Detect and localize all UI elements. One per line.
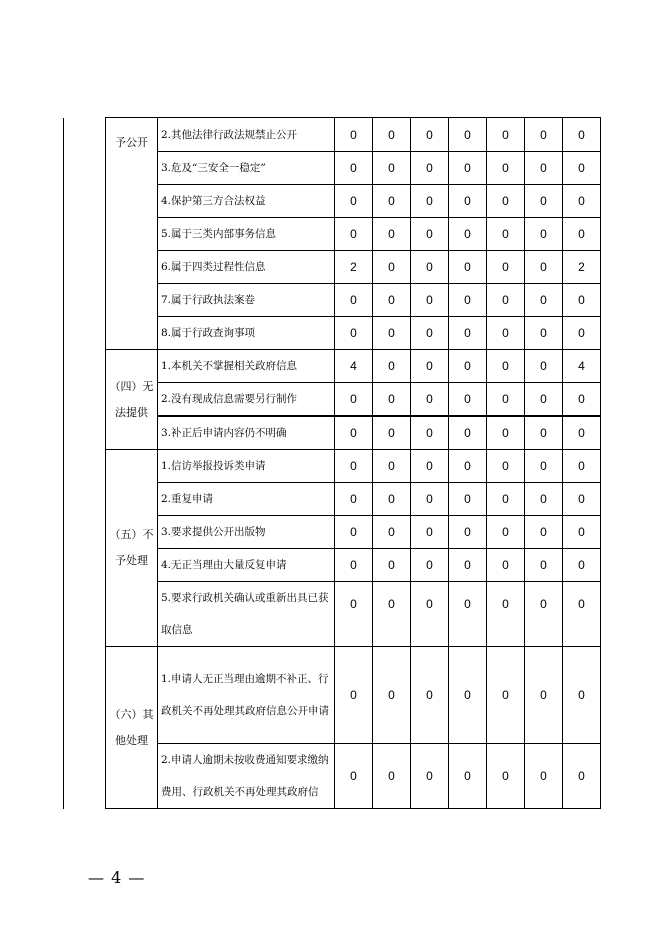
value-cell: 0 [449, 647, 487, 744]
value-cell: 0 [411, 185, 449, 218]
item-cell: 3.补正后申请内容仍不明确 [158, 416, 335, 450]
item-cell: 1.信访举报投诉类申请 [158, 450, 335, 483]
value-cell: 0 [487, 118, 525, 152]
value-cell: 0 [449, 350, 487, 383]
value-cell: 0 [487, 185, 525, 218]
item-cell: 1.本机关不掌握相关政府信息 [158, 350, 335, 383]
value-cell: 0 [449, 317, 487, 350]
value-cell: 0 [525, 744, 563, 809]
page-number: — 4 — [88, 868, 146, 887]
value-cell: 0 [563, 218, 601, 251]
value-cell: 0 [411, 350, 449, 383]
value-cell: 0 [563, 185, 601, 218]
value-cell: 0 [487, 549, 525, 582]
value-cell: 0 [411, 450, 449, 483]
value-cell: 0 [449, 416, 487, 450]
item-cell: 2.申请人逾期未按收费通知要求缴纳费用、行政机关不再处理其政府信 [158, 744, 335, 809]
value-cell: 0 [449, 516, 487, 549]
value-cell: 0 [525, 284, 563, 317]
value-cell: 0 [563, 416, 601, 450]
value-cell: 0 [411, 582, 449, 647]
value-cell: 0 [487, 383, 525, 417]
category-cell [106, 118, 158, 350]
value-cell: 0 [525, 152, 563, 185]
value-cell: 0 [335, 450, 373, 483]
value-cell: 0 [487, 218, 525, 251]
value-cell: 0 [487, 416, 525, 450]
value-cell: 0 [335, 317, 373, 350]
value-cell: 0 [525, 185, 563, 218]
value-cell: 0 [411, 152, 449, 185]
value-cell: 0 [487, 647, 525, 744]
value-cell: 0 [563, 516, 601, 549]
value-cell: 0 [487, 483, 525, 516]
value-cell: 0 [449, 284, 487, 317]
value-cell: 0 [335, 185, 373, 218]
value-cell: 0 [449, 450, 487, 483]
value-cell: 0 [563, 483, 601, 516]
table-row [64, 118, 601, 152]
category-label: 予公开 [115, 136, 148, 149]
value-cell: 0 [487, 350, 525, 383]
value-cell: 0 [487, 582, 525, 647]
value-cell: 0 [525, 450, 563, 483]
value-cell: 0 [373, 483, 411, 516]
value-cell: 0 [335, 284, 373, 317]
value-cell: 0 [411, 383, 449, 417]
disclosure-table [63, 117, 601, 809]
item-cell: 4.无正当理由大量反复申请 [158, 549, 335, 582]
value-cell: 0 [335, 516, 373, 549]
item-cell: 3.要求提供公开出版物 [158, 516, 335, 549]
value-cell: 0 [487, 317, 525, 350]
value-cell: 0 [563, 284, 601, 317]
value-cell: 0 [335, 218, 373, 251]
value-cell: 0 [449, 185, 487, 218]
table-row [64, 450, 601, 483]
value-cell: 0 [335, 483, 373, 516]
value-cell: 0 [487, 744, 525, 809]
value-cell: 0 [449, 251, 487, 284]
value-cell: 0 [449, 118, 487, 152]
item-cell: 2.其他法律行政法规禁止公开 [158, 118, 335, 152]
value-cell: 0 [411, 416, 449, 450]
value-cell: 0 [335, 152, 373, 185]
value-cell: 0 [487, 516, 525, 549]
value-cell: 0 [411, 744, 449, 809]
value-cell: 0 [563, 450, 601, 483]
value-cell: 4 [563, 350, 601, 383]
value-cell: 0 [373, 251, 411, 284]
value-cell: 0 [563, 118, 601, 152]
item-cell: 8.属于行政查询事项 [158, 317, 335, 350]
value-cell: 2 [335, 251, 373, 284]
value-cell: 0 [525, 218, 563, 251]
item-cell: 3.危及“三安全一稳定” [158, 152, 335, 185]
value-cell: 0 [563, 582, 601, 647]
value-cell: 0 [487, 251, 525, 284]
value-cell: 0 [335, 416, 373, 450]
category-label: （五）不予处理 [109, 528, 154, 567]
value-cell: 0 [335, 582, 373, 647]
category-label: （四）无法提供 [109, 379, 154, 419]
value-cell: 0 [411, 218, 449, 251]
value-cell: 0 [411, 483, 449, 516]
value-cell: 0 [411, 118, 449, 152]
value-cell: 0 [449, 483, 487, 516]
value-cell: 0 [525, 582, 563, 647]
value-cell: 0 [411, 317, 449, 350]
value-cell: 0 [335, 549, 373, 582]
value-cell: 0 [335, 118, 373, 152]
value-cell: 0 [373, 350, 411, 383]
value-cell: 0 [563, 383, 601, 417]
value-cell: 0 [373, 450, 411, 483]
item-cell: 7.属于行政执法案卷 [158, 284, 335, 317]
value-cell: 0 [373, 383, 411, 417]
value-cell: 0 [525, 118, 563, 152]
value-cell: 0 [411, 549, 449, 582]
value-cell: 0 [449, 218, 487, 251]
value-cell: 0 [373, 284, 411, 317]
table-row [64, 647, 601, 744]
value-cell: 0 [411, 284, 449, 317]
value-cell: 0 [525, 416, 563, 450]
item-cell: 2.重复申请 [158, 483, 335, 516]
value-cell: 0 [525, 383, 563, 417]
item-cell: 4.保护第三方合法权益 [158, 185, 335, 218]
item-cell: 5.要求行政机关确认或重新出具已获取信息 [158, 582, 335, 647]
value-cell: 0 [373, 118, 411, 152]
value-cell: 0 [563, 744, 601, 809]
value-cell: 4 [335, 350, 373, 383]
value-cell: 0 [525, 549, 563, 582]
value-cell: 0 [487, 450, 525, 483]
value-cell: 0 [411, 251, 449, 284]
value-cell: 0 [335, 647, 373, 744]
value-cell: 0 [373, 416, 411, 450]
value-cell: 0 [449, 549, 487, 582]
value-cell: 0 [411, 647, 449, 744]
value-cell: 0 [487, 152, 525, 185]
value-cell: 0 [563, 549, 601, 582]
value-cell: 0 [335, 383, 373, 417]
value-cell: 0 [563, 647, 601, 744]
value-cell: 0 [525, 483, 563, 516]
value-cell: 0 [563, 317, 601, 350]
value-cell: 0 [335, 744, 373, 809]
value-cell: 0 [525, 350, 563, 383]
value-cell: 0 [449, 383, 487, 417]
table-row [64, 350, 601, 383]
outer-category-cell [64, 118, 106, 809]
value-cell: 0 [373, 744, 411, 809]
item-cell: 1.申请人无正当理由逾期不补正、行政机关不再处理其政府信息公开申请 [158, 647, 335, 744]
value-cell: 0 [449, 582, 487, 647]
value-cell: 0 [487, 284, 525, 317]
value-cell: 0 [525, 516, 563, 549]
category-cell [106, 350, 158, 450]
value-cell: 0 [373, 647, 411, 744]
category-cell [106, 647, 158, 809]
category-cell [106, 450, 158, 647]
value-cell: 0 [373, 218, 411, 251]
value-cell: 0 [449, 152, 487, 185]
item-cell: 6.属于四类过程性信息 [158, 251, 335, 284]
value-cell: 0 [373, 516, 411, 549]
value-cell: 0 [373, 185, 411, 218]
category-label: （六）其他处理 [109, 707, 154, 747]
value-cell: 0 [525, 647, 563, 744]
value-cell: 0 [525, 317, 563, 350]
value-cell: 0 [449, 744, 487, 809]
item-cell: 5.属于三类内部事务信息 [158, 218, 335, 251]
value-cell: 0 [373, 317, 411, 350]
value-cell: 0 [373, 152, 411, 185]
value-cell: 0 [411, 516, 449, 549]
value-cell: 0 [373, 582, 411, 647]
value-cell: 0 [525, 251, 563, 284]
value-cell: 2 [563, 251, 601, 284]
item-cell: 2.没有现成信息需要另行制作 [158, 383, 335, 417]
value-cell: 0 [373, 549, 411, 582]
value-cell: 0 [563, 152, 601, 185]
